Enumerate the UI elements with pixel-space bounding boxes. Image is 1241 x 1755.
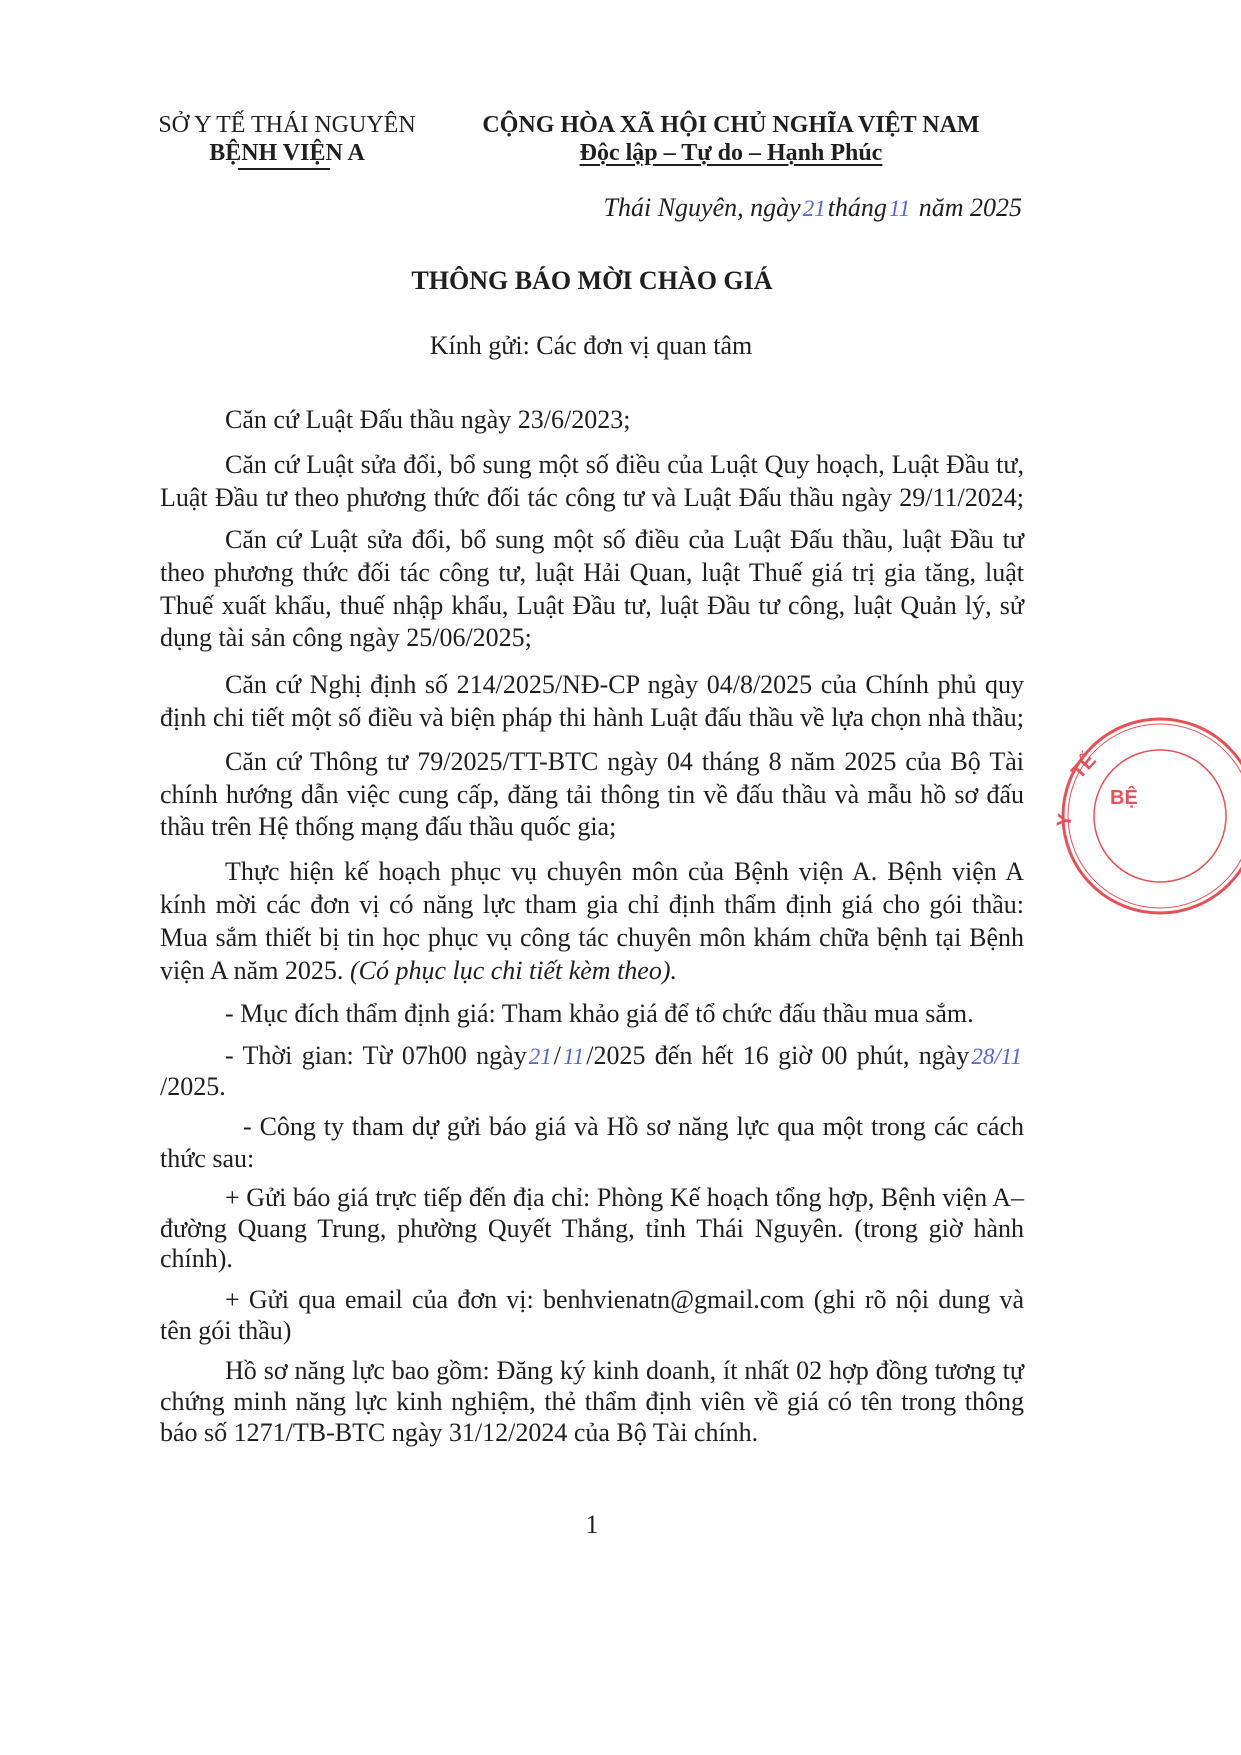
paragraph-legal-basis-3 (160, 524, 1024, 655)
body-line: Căn cứ Luật Đấu thầu ngày 23/6/2023; (225, 405, 631, 434)
body-line: chứng minh năng lực kinh nghiệm, thẻ thẩm định viên về giá có tên trong thông (160, 1387, 1024, 1416)
body-line: theo phương thức đối tác công tư, luật Hải Quan, luật Thuế giá trị gia tăng, luật (160, 557, 1024, 587)
body-line: Thực hiện kế hoạch phục vụ chuyên môn của Bệnh viện A. Bệnh viện A (225, 857, 1024, 886)
stamp-outer-ring (1063, 719, 1241, 913)
unit-underline (238, 168, 330, 170)
stamp-ring-text-left: Y (1053, 812, 1077, 829)
paragraph-legal-basis-4 (160, 669, 1024, 735)
body-text: viện A năm 2025. (160, 956, 344, 985)
official-stamp (1040, 716, 1241, 920)
body-line: chính hướng dẫn việc cung cấp, đăng tải thông tin về đấu thầu và mẫu hồ sơ đấu (160, 779, 1024, 809)
time-prefix: - Thời gian: Từ 07h00 ngày (225, 1041, 527, 1070)
body-line: thức sau: (160, 1144, 255, 1173)
handwritten-month: 11 (888, 196, 911, 221)
issue-date (540, 192, 1022, 225)
paragraph-legal-basis-2 (160, 449, 1024, 515)
paragraph-submit-direct (160, 1183, 1024, 1275)
body-line: định chi tiết một số điều và biện pháp thi hành Luật đấu thầu về lựa chọn nhà thầu; (160, 702, 1024, 732)
national-motto (461, 138, 1001, 168)
paragraph-legal-basis-1 (160, 404, 1024, 437)
body-line: Căn cứ Nghị định số 214/2025/NĐ-CP ngày 04/8/2025 của Chính phủ quy (225, 670, 1024, 699)
paragraph-legal-basis-5 (160, 746, 1024, 844)
recipient-line: Kính gửi: Các đơn vị quan tâm (429, 331, 753, 360)
appendix-note: (Có phục lục chi tiết kèm theo). (349, 956, 677, 985)
motto-text: Độc lập – Tự do – Hạnh Phúc (579, 140, 883, 166)
body-line: Thuế xuất khẩu, thuế nhập khẩu, Luật Đầu tư, luật Đầu tư công, luật Quản lý, sử (160, 590, 1024, 620)
body-line: đường Quang Trung, phường Quyết Thắng, tỉnh Thái Nguyên. (trong giờ hành (160, 1213, 1024, 1243)
paragraph-capability-docs (160, 1355, 1024, 1448)
date-separator: / (553, 1041, 561, 1070)
stamp-center-text: BỆ (1110, 787, 1138, 809)
body-line: Căn cứ Luật sửa đổi, bổ sung một số điều của Luật Quy hoạch, Luật Đầu tư, (225, 450, 1024, 479)
body-line: Luật Đầu tư theo phương thức đối tác công tư và Luật Đấu thầu ngày 29/11/2024; (160, 482, 1024, 512)
body-line (160, 1284, 1024, 1315)
body-line: dụng tài sản công ngày 25/06/2025; (160, 623, 532, 653)
body-line: Căn cứ Thông tư 79/2025/TT-BTC ngày 04 tháng 8 năm 2025 của Bộ Tài (225, 747, 1024, 776)
body-line: thầu trên Hệ thống mạng đấu thầu quốc gia; (160, 812, 617, 842)
paragraph-submit-email (160, 1284, 1024, 1346)
body-line: Hồ sơ năng lực bao gồm: Đăng ký kinh doanh, ít nhất 02 hợp đồng tương tự (225, 1356, 1024, 1385)
body-line: + Gửi báo giá trực tiếp đến địa chỉ: Phòng Kế hoạch tổng hợp, Bệnh viện A– (225, 1183, 1024, 1212)
handwritten-day: 21 (802, 196, 826, 221)
body-line: - Mục đích thẩm định giá: Tham khảo giá để tổ chức đấu thầu mua sắm. (225, 999, 974, 1028)
page-title: THÔNG BÁO MỜI CHÀO GIÁ (411, 266, 773, 295)
unit-name: BỆNH VIỆN A (209, 140, 365, 166)
paragraph-purpose (160, 998, 1024, 1031)
body-line: /2025. (160, 1072, 226, 1101)
body-line (160, 1041, 1024, 1072)
handwritten-end-date: 28/11 (971, 1044, 1022, 1069)
handwritten-start-month: 11 (562, 1044, 585, 1069)
email-address: benhvienatn@gmail.com (543, 1285, 805, 1314)
date-prefix: Thái Nguyên, ngày (603, 193, 801, 222)
email-note: (ghi rõ nội dung và (813, 1285, 1025, 1314)
body-line: - Công ty tham dự gửi báo giá và Hồ sơ năng lực qua một trong các cách (243, 1112, 1024, 1141)
handwritten-start-day: 21 (528, 1044, 552, 1069)
body-line: chính). (160, 1244, 233, 1273)
email-prefix: + Gửi qua email của đơn vị: (225, 1285, 534, 1314)
body-line: Mua sắm thiết bị tin học phục vụ công tác chuyên môn khám chữa bệnh tại Bệnh (160, 923, 1024, 952)
paragraph-time (160, 1041, 1024, 1102)
national-title: CỘNG HÒA XÃ HỘI CHỦ NGHĨA VIỆT NAM (482, 112, 980, 138)
body-line: kính mời các đơn vị có năng lực tham gia chỉ định thẩm định giá cho gói thầu: (160, 890, 1024, 919)
body-line: tên gói thầu) (160, 1316, 292, 1345)
stamp-inner-ring (1094, 750, 1226, 882)
body-line: báo số 1271/TB-BTC ngày 31/12/2024 của Bộ Tài chính. (160, 1418, 759, 1447)
paragraph-invitation (160, 855, 1024, 987)
agency-name: SỞ Y TẾ THÁI NGUYÊN (158, 112, 416, 138)
body-line (160, 954, 1024, 987)
date-year: năm 2025 (918, 193, 1022, 222)
paragraph-submission (160, 1111, 1024, 1175)
page-number: 1 (585, 1510, 599, 1539)
stamp-ring-text-top: TẾ (1067, 749, 1101, 784)
date-month-label: tháng (827, 193, 887, 222)
time-middle: /2025 đến hết 16 giờ 00 phút, ngày (586, 1041, 970, 1070)
body-line: Căn cứ Luật sửa đổi, bổ sung một số điều của Luật Đấu thầu, luật Đầu tư (225, 525, 1024, 554)
